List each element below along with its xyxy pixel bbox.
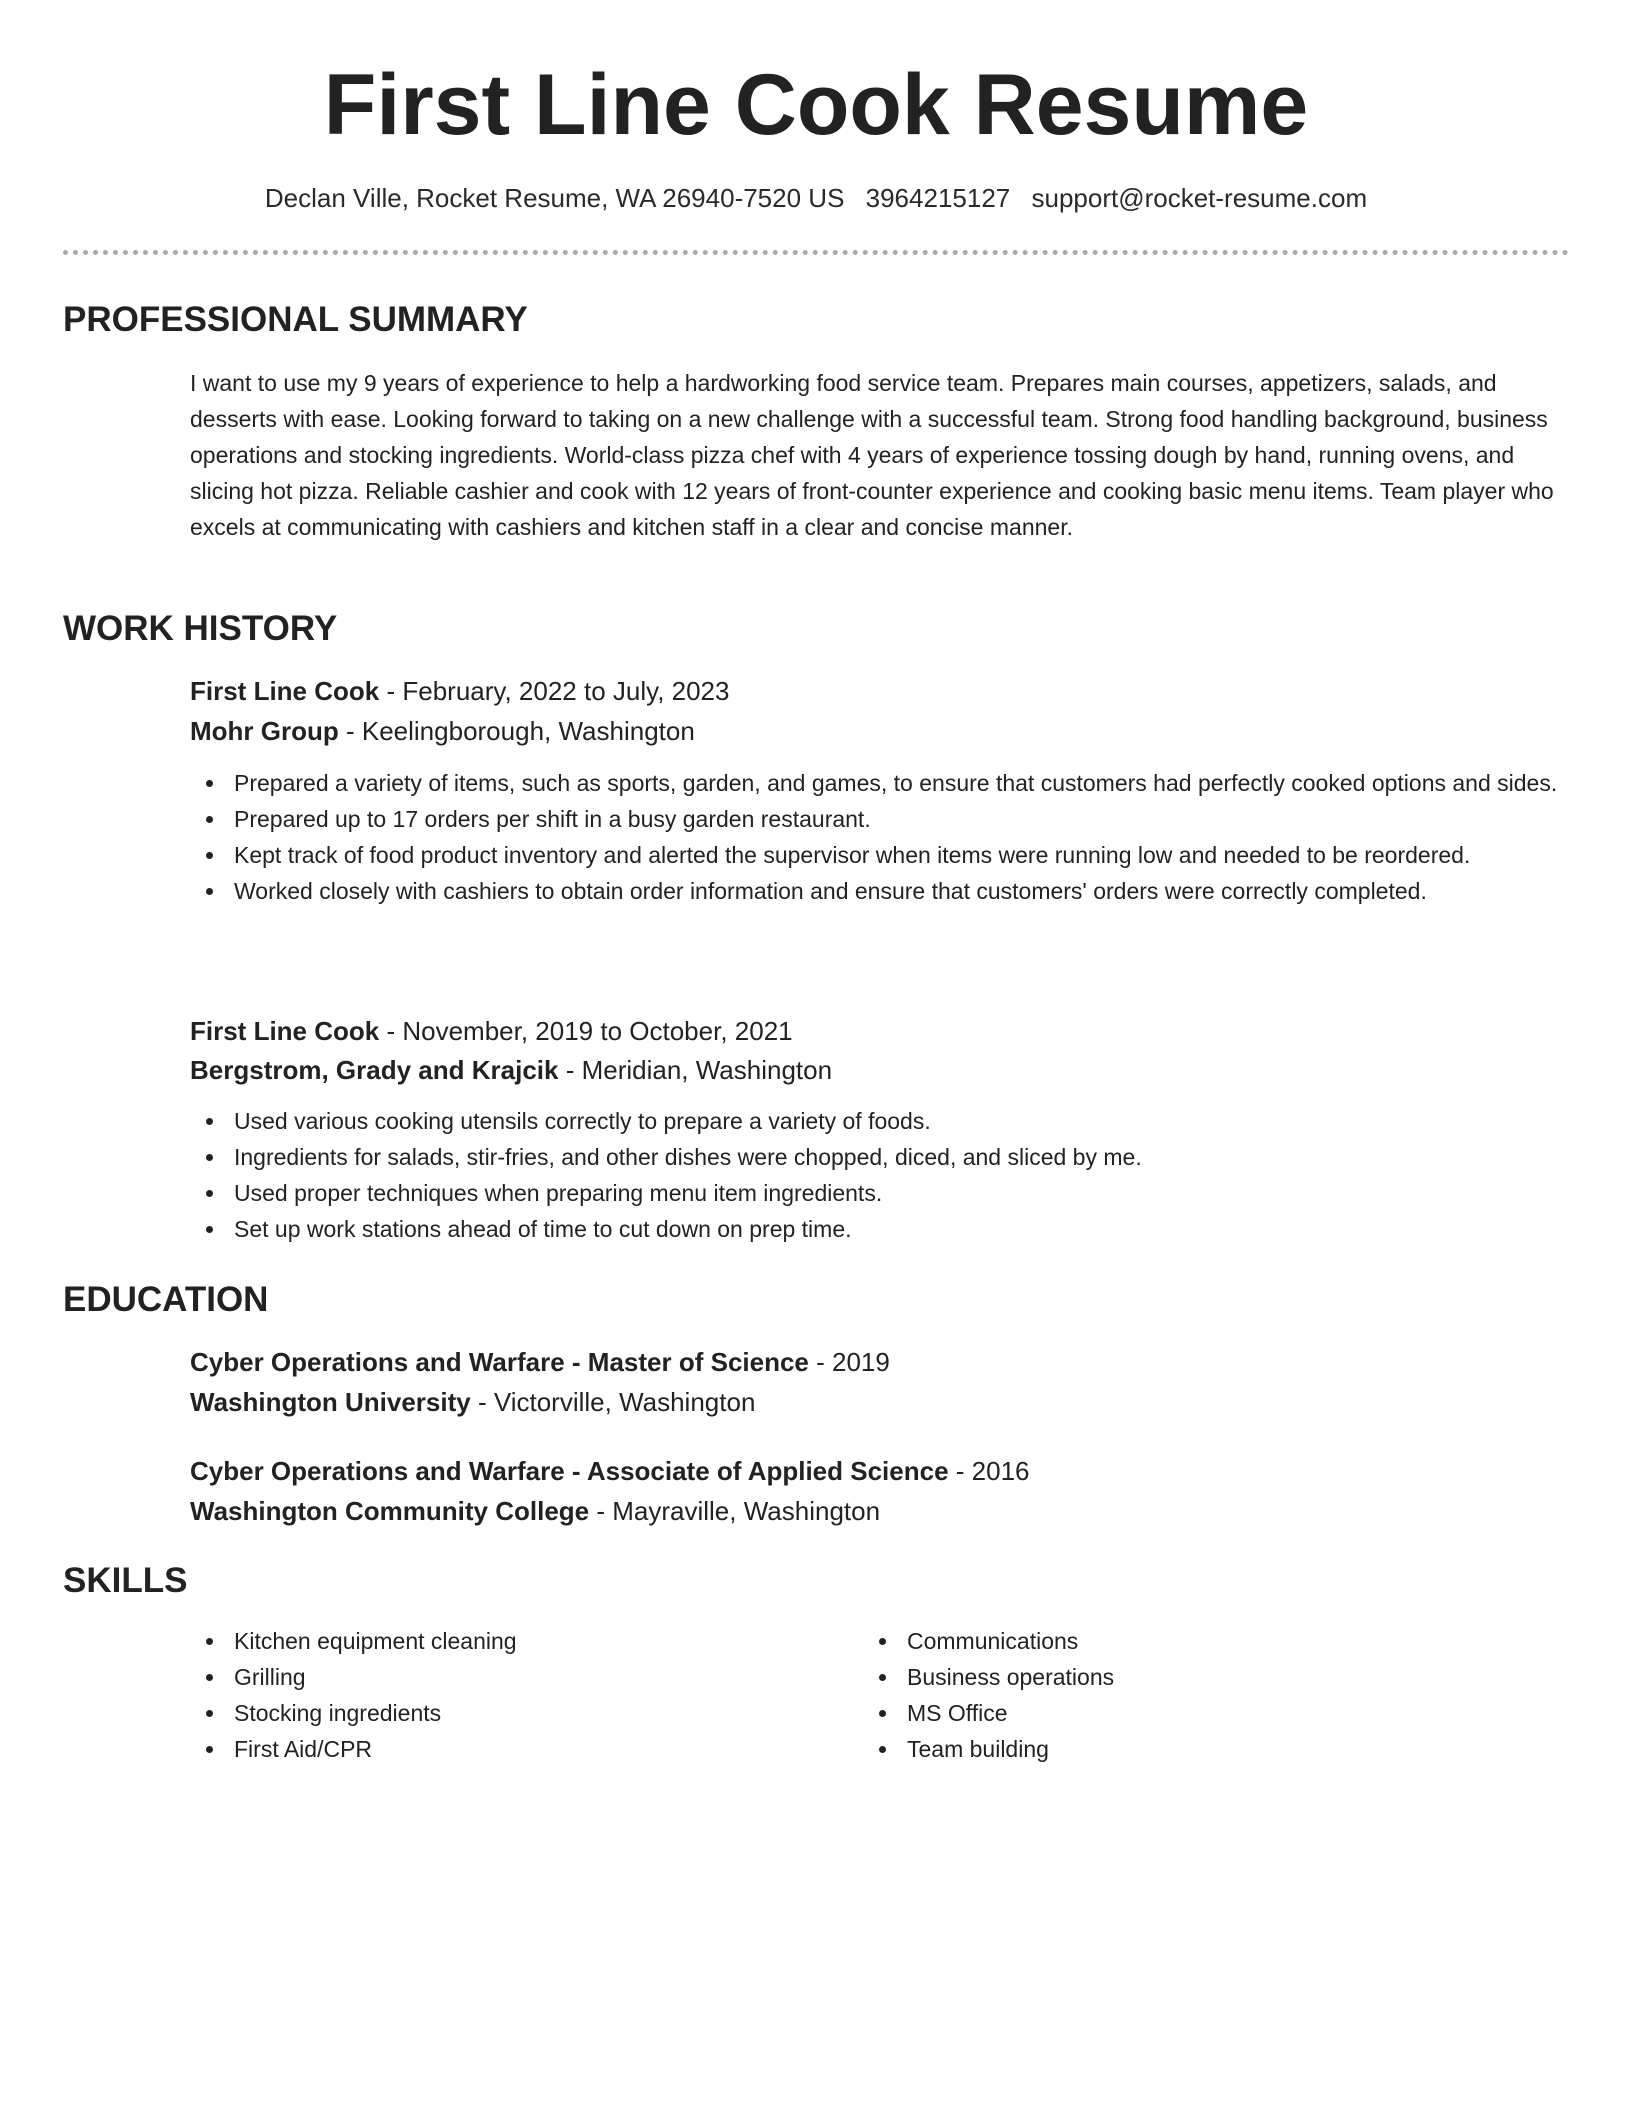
list-item: Prepared up to 17 orders per shift in a busy garden restaurant. [190,801,1570,837]
education-degree: Cyber Operations and Warfare - Master of Science [190,1347,809,1377]
job-bullets [190,765,1570,909]
education-degree: Cyber Operations and Warfare - Associate of Applied Science [190,1456,949,1486]
header-divider [63,250,1569,255]
job-company-line [190,713,1570,749]
job-company: Bergstrom, Grady and Krajcik [190,1055,559,1085]
list-item: Set up work stations ahead of time to cut down on prep time. [190,1211,1570,1247]
work-history-heading: WORK HISTORY [63,609,338,648]
contact-line [0,180,1632,216]
skills-list-left [190,1623,790,1767]
job-location: - Keelingborough, Washington [338,716,695,746]
skill-item: First Aid/CPR [190,1731,790,1767]
education-heading: EDUCATION [63,1280,269,1319]
education-year: - 2016 [948,1456,1030,1486]
skills-heading: SKILLS [63,1561,188,1600]
summary-text: I want to use my 9 years of experience to help a hardworking food service team. Prepares main courses, appetizers, salads, and desserts with ease. Looking forward to taking on a new challenge with a successful team. Strong food handling background, business operations and stocking ingredients. World-class pizza chef with 4 years of experience tossing dough by hand, running ovens, and slicing hot pizza. Reliable cashier and cook with 12 years of front-counter experience and cooking basic menu items. Team player who excels at communicating with cashiers and kitchen staff in a clear and concise manner. [190,370,1554,540]
list-item: Prepared a variety of items, such as sports, garden, and games, to ensure that customers had perfectly cooked options and sides. [190,765,1570,801]
job-bullets [190,1103,1570,1247]
skill-item: Business operations [863,1659,1463,1695]
contact-email: support@rocket-resume.com [1031,183,1368,213]
skill-item: Kitchen equipment cleaning [190,1623,790,1659]
contact-address: Declan Ville, Rocket Resume, WA 26940-7520 US [264,183,845,213]
job-location: - Meridian, Washington [558,1055,833,1085]
list-item: Worked closely with cashiers to obtain order information and ensure that customers' orders were correctly completed. [190,873,1570,909]
page-title: First Line Cook Resume [323,57,1309,153]
job-dates: - February, 2022 to July, 2023 [379,676,730,706]
education-location: - Victorville, Washington [470,1387,756,1417]
education-degree-line [190,1453,1570,1489]
job-dates: - November, 2019 to October, 2021 [379,1016,793,1046]
education-school: Washington Community College [190,1496,590,1526]
job-title-line [190,673,1570,709]
list-item: Used various cooking utensils correctly to prepare a variety of foods. [190,1103,1570,1139]
job-title-line [190,1013,1570,1049]
list-item: Kept track of food product inventory and alerted the supervisor when items were running low and needed to be reordered. [190,837,1570,873]
job-title: First Line Cook [190,676,380,706]
job-company-line [190,1052,1570,1088]
skill-item: Grilling [190,1659,790,1695]
skill-item: Communications [863,1623,1463,1659]
education-location: - Mayraville, Washington [589,1496,881,1526]
list-item: Ingredients for salads, stir-fries, and other dishes were chopped, diced, and sliced by me. [190,1139,1570,1175]
job-company: Mohr Group [190,716,339,746]
skill-item: Stocking ingredients [190,1695,790,1731]
skill-item: MS Office [863,1695,1463,1731]
list-item: Used proper techniques when preparing menu item ingredients. [190,1175,1570,1211]
skills-list-right [863,1623,1463,1767]
education-degree-line [190,1344,1570,1380]
job-title: First Line Cook [190,1016,380,1046]
education-school-line [190,1384,1570,1420]
education-year: - 2019 [808,1347,890,1377]
contact-phone: 3964215127 [865,183,1011,213]
education-school: Washington University [190,1387,471,1417]
education-school-line [190,1493,1570,1529]
skill-item: Team building [863,1731,1463,1767]
summary-heading: PROFESSIONAL SUMMARY [63,300,528,339]
